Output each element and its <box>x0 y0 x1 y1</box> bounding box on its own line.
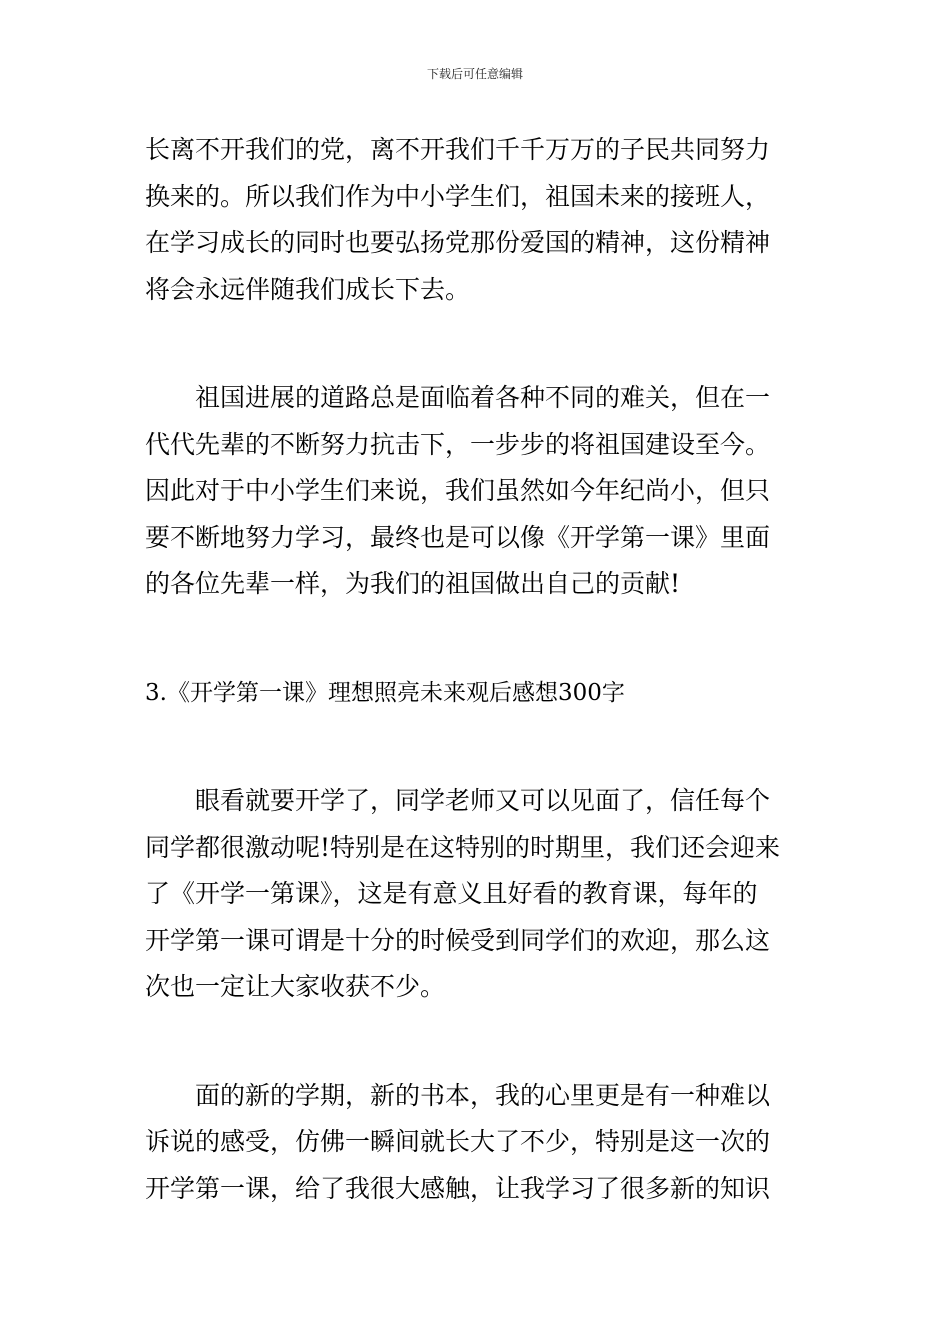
text-line: 要不断地努力学习，最终也是可以像《开学第一课》里面 <box>145 522 771 552</box>
paragraph-2 <box>145 375 810 608</box>
text-line: 开学第一课，给了我很大感触，让我学习了很多新的知识 <box>145 1173 771 1203</box>
text-line: 同学都很激动呢!特别是在这特别的时期里，我们还会迎来 <box>145 832 781 862</box>
text-line: 面的新的学期，新的书本，我的心里更是有一种难以 <box>195 1080 771 1110</box>
text-line: 次也一定让大家收获不少。 <box>145 972 446 1001</box>
paragraph-gap <box>145 1011 810 1073</box>
text-line: 因此对于中小学生们来说，我们虽然如今年纪尚小，但只 <box>145 476 771 505</box>
paragraph-1 <box>145 127 810 313</box>
paragraph-3 <box>145 778 810 1011</box>
text-line: 代代先辈的不断努力抗击下，一步步的将祖国建设至今。 <box>145 429 771 459</box>
text-line: 长离不开我们的党，离不开我们千千万万的子民共同努力 <box>145 135 771 164</box>
document-body <box>145 127 810 1212</box>
text-line: 诉说的感受，仿佛一瞬间就长大了不少，特别是这一次的 <box>145 1127 771 1156</box>
text-line: 祖国进展的道路总是面临着各种不同的难关，但在一 <box>195 383 771 412</box>
page-header: 下载后可任意编辑 <box>426 67 523 81</box>
section-heading: 3.《开学第一课》理想照亮未来观后感想300字 <box>145 679 625 706</box>
text-line: 换来的。所以我们作为中小学生们，祖国未来的接班人， <box>145 181 771 211</box>
paragraph-gap <box>145 716 810 778</box>
text-line: 将会永远伴随我们成长下去。 <box>145 274 471 304</box>
paragraph-gap <box>145 608 810 670</box>
text-line: 了《开学一第课》，这是有意义且好看的教育课，每年的 <box>145 879 758 908</box>
paragraph-4 <box>145 1073 810 1213</box>
text-line: 眼看就要开学了，同学老师又可以见面了，信任每个 <box>195 786 771 815</box>
text-line: 在学习成长的同时也要弘扬党那份爱国的精神，这份精神 <box>145 228 771 257</box>
text-line: 开学第一课可谓是十分的时候受到同学们的欢迎，那么这 <box>145 925 771 955</box>
text-line: 的各位先辈一样，为我们的祖国做出自己的贡献! <box>145 569 681 598</box>
paragraph-gap <box>145 313 810 375</box>
